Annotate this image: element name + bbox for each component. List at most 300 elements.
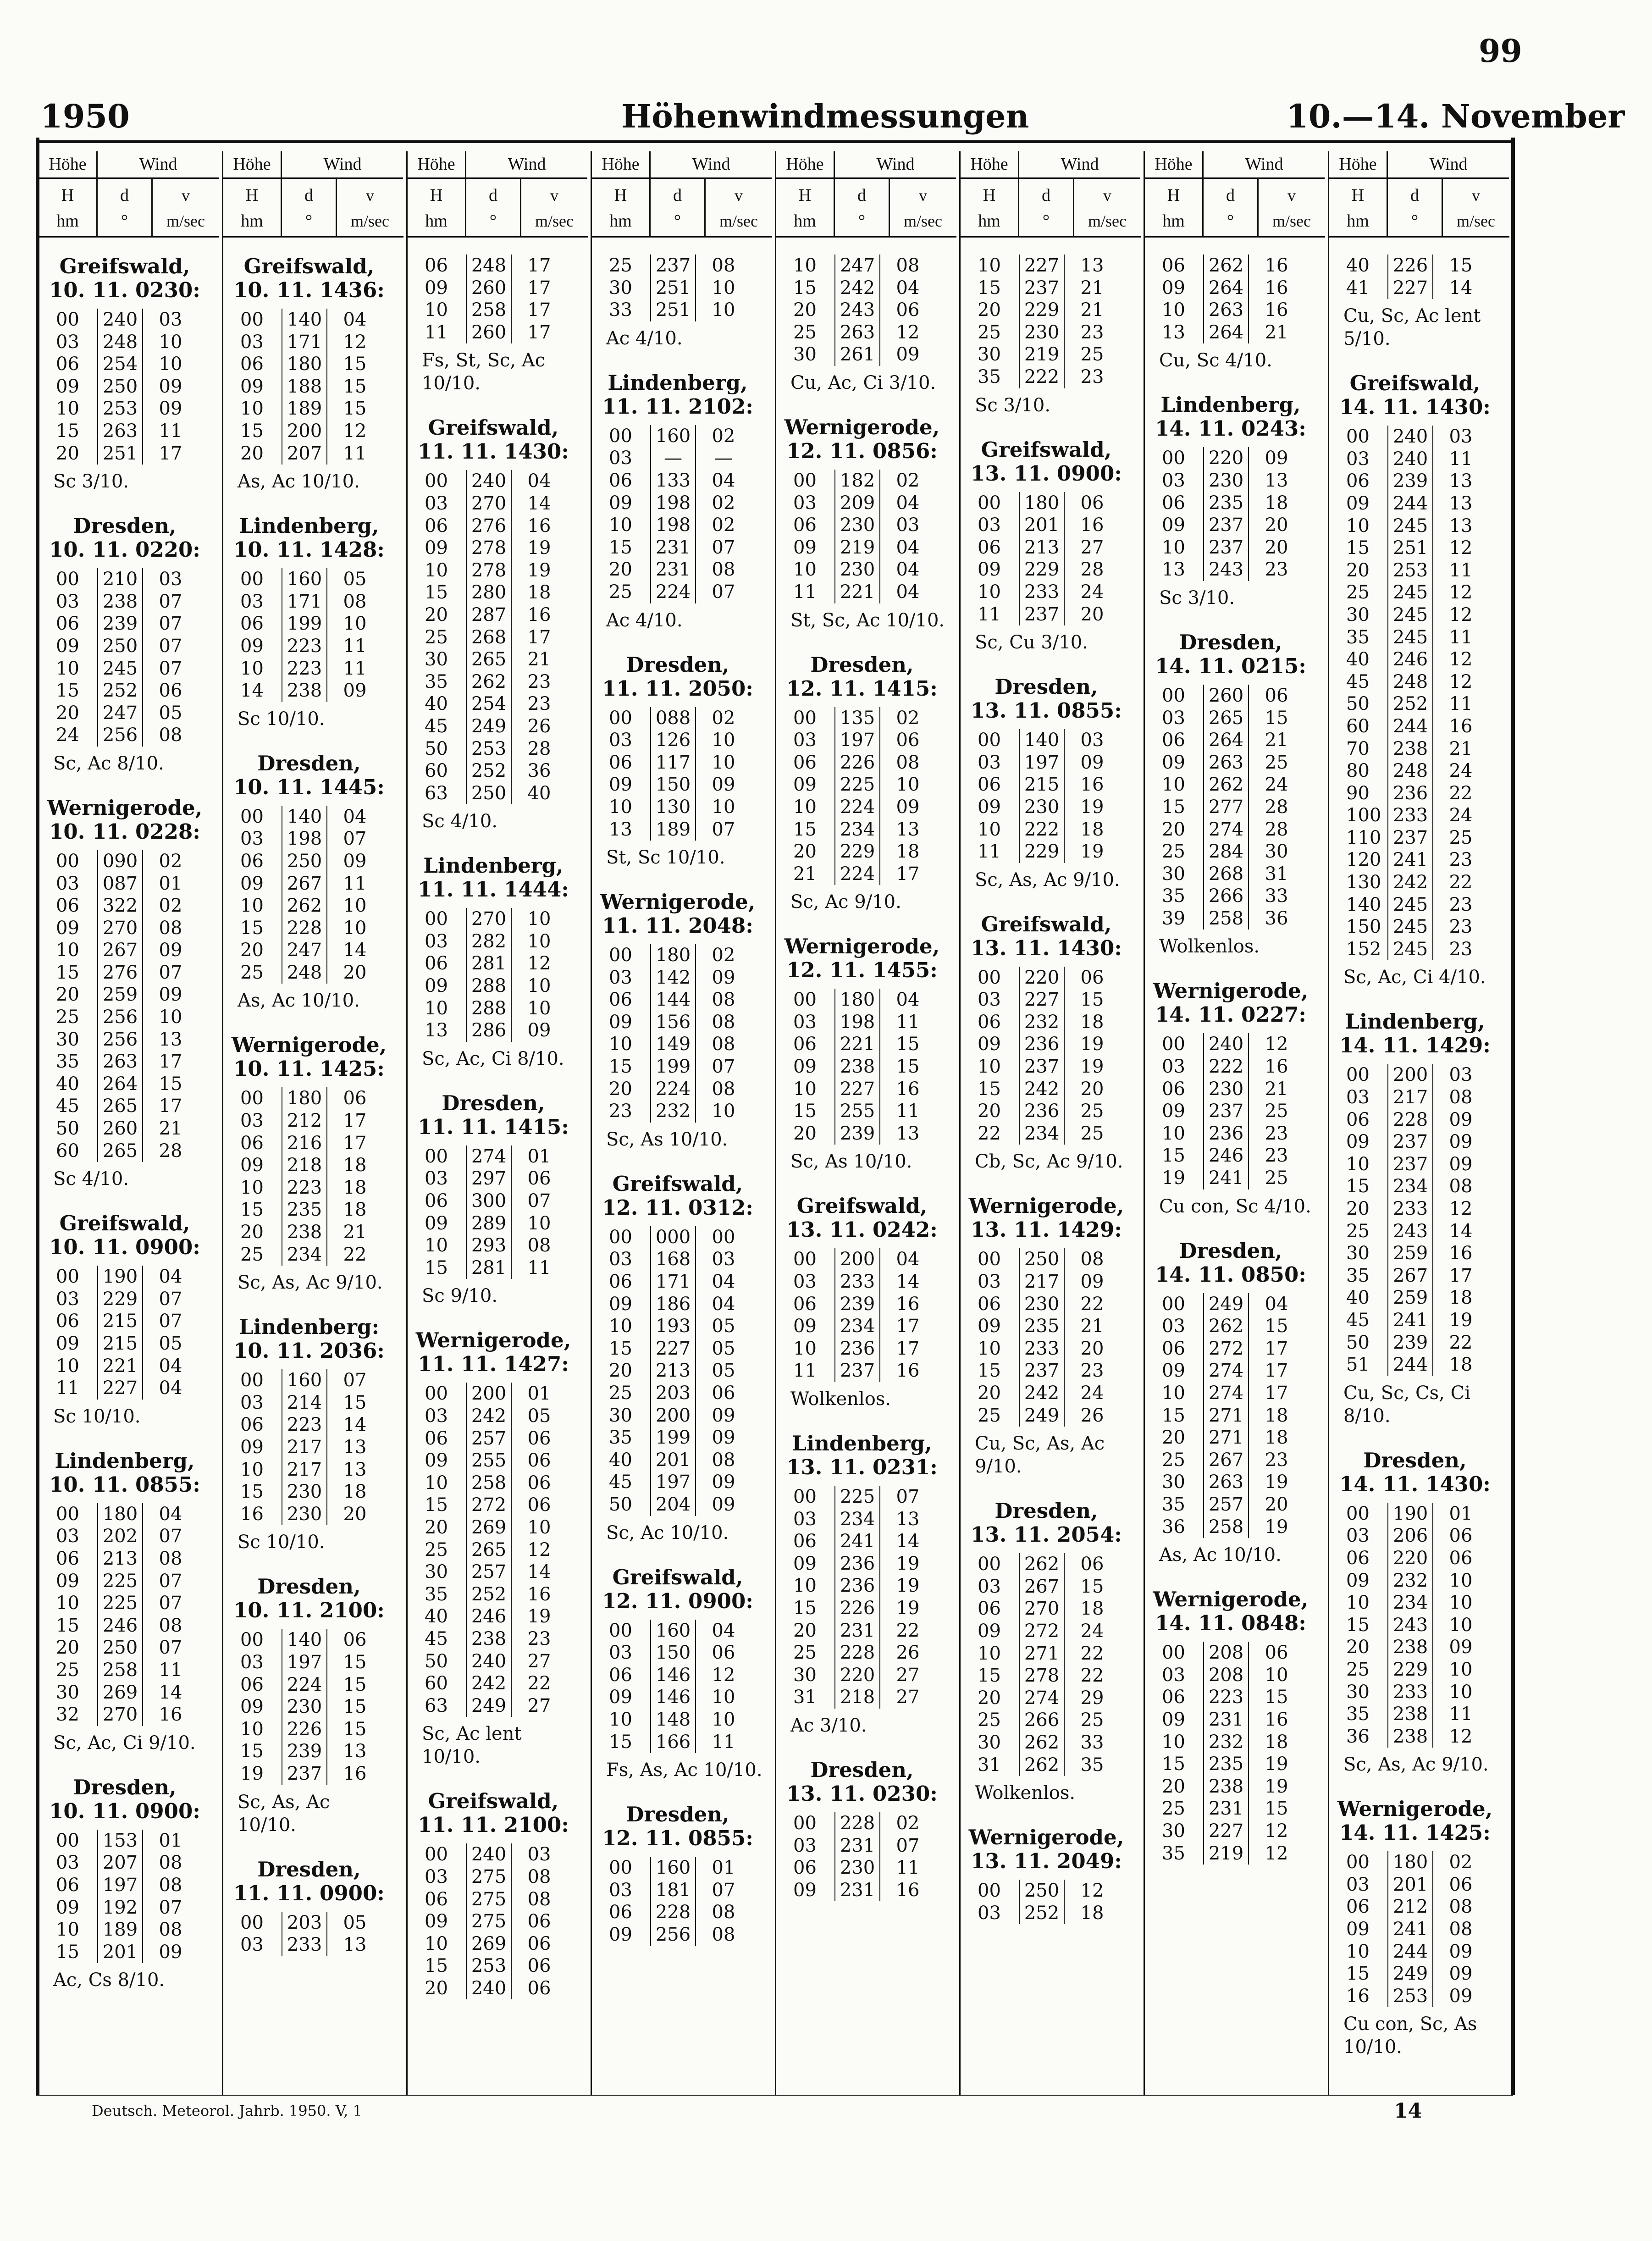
speed-value: 13 (343, 1459, 367, 1480)
station-block (415, 1091, 586, 1308)
wind-table (600, 425, 770, 603)
direction-value: 203 (650, 1382, 696, 1405)
table-row (1153, 1145, 1323, 1167)
table-row (1337, 1153, 1508, 1176)
table-row (415, 1977, 586, 2000)
height-value: 10 (1346, 1592, 1370, 1614)
table-row (231, 1629, 402, 1651)
direction-value: 250 (97, 376, 143, 398)
header-d-unit (98, 179, 153, 238)
table-row (1337, 1131, 1508, 1153)
direction-value: 260 (1203, 685, 1249, 707)
table-row (600, 1338, 770, 1360)
table-row (415, 1955, 586, 1977)
height-value: 15 (978, 1078, 1001, 1100)
height-value: 10 (425, 299, 448, 321)
speed-value: 17 (527, 299, 551, 321)
speed-value: 06 (527, 1450, 551, 1472)
speed-value: 11 (1449, 448, 1473, 470)
table-row (231, 331, 402, 354)
direction-value: 148 (650, 1709, 696, 1731)
table-row (415, 648, 586, 671)
speed-value: 17 (343, 1132, 367, 1154)
station-title: Lindenberg, 13. 11. 0231: (786, 1431, 938, 1479)
direction-value: 278 (1019, 1665, 1065, 1687)
height-value: 70 (1346, 738, 1370, 759)
header-hoehe: Höhe (1145, 151, 1204, 179)
direction-value: 237 (1019, 277, 1065, 299)
speed-value: 11 (1449, 693, 1473, 715)
direction-value: 252 (1019, 1902, 1065, 1925)
direction-value: 171 (650, 1271, 696, 1293)
column-content (600, 255, 770, 1967)
table-row (600, 277, 770, 299)
wind-table (968, 1553, 1139, 1776)
header-hm: hm (241, 211, 263, 231)
direction-value: 260 (97, 1118, 143, 1140)
speed-value: 08 (712, 1078, 735, 1100)
table-row (968, 603, 1139, 626)
wind-table (600, 1620, 770, 1754)
speed-value: 15 (343, 1392, 367, 1413)
height-value: 10 (978, 581, 1001, 603)
speed-value: 09 (159, 376, 182, 397)
station-block (600, 1803, 770, 1946)
table-row (784, 1360, 955, 1382)
table-row (600, 1293, 770, 1316)
speed-value: 03 (712, 1249, 735, 1270)
direction-value: 180 (1387, 1851, 1433, 1874)
table-row (968, 1902, 1139, 1925)
height-value: 10 (793, 255, 817, 276)
direction-value: 213 (650, 1360, 696, 1382)
table-row (415, 715, 586, 738)
wind-table (968, 729, 1139, 863)
direction-value: 236 (834, 1553, 880, 1575)
table-row (415, 626, 586, 649)
height-value: 10 (425, 559, 448, 581)
speed-value: 18 (343, 1177, 367, 1198)
table-row (415, 1605, 586, 1628)
table-row (1337, 871, 1508, 894)
height-value: 30 (793, 344, 817, 365)
height-value: 09 (978, 796, 1001, 818)
column-content (968, 255, 1139, 1945)
header-deg: ° (858, 211, 866, 231)
table-row (47, 1333, 217, 1355)
table-row (47, 1615, 217, 1637)
station-block (784, 1194, 955, 1411)
height-value: 03 (1346, 1874, 1370, 1895)
height-value: 03 (240, 331, 264, 353)
height-value: 00 (978, 730, 1001, 751)
direction-value: 199 (282, 613, 327, 635)
height-value: 03 (978, 1271, 1001, 1293)
table-row (1153, 1731, 1323, 1754)
direction-value: 238 (282, 1221, 327, 1244)
table-row (600, 1642, 770, 1664)
speed-value: 09 (1265, 448, 1288, 469)
wind-table (415, 1383, 586, 1717)
speed-value: 18 (343, 1481, 367, 1503)
height-value: 09 (1346, 492, 1370, 514)
height-value: 10 (1162, 537, 1185, 558)
speed-value: 06 (1449, 1525, 1473, 1547)
station-title: Wernigerode, 12. 11. 1455: (784, 934, 940, 983)
speed-value: 18 (896, 841, 920, 863)
direction-value: 228 (834, 1642, 880, 1664)
direction-value: 252 (97, 680, 143, 702)
table-row (968, 299, 1139, 321)
direction-value: 197 (834, 729, 880, 752)
speed-value: 22 (1449, 1332, 1473, 1353)
speed-value: 14 (159, 1682, 182, 1703)
header-hoehe: Höhe (223, 151, 282, 179)
station-title: Dresden, 14. 11. 0850: (1155, 1238, 1306, 1287)
direction-value: 217 (1387, 1086, 1433, 1109)
table-row (968, 1248, 1139, 1271)
height-value: 06 (978, 1598, 1001, 1620)
speed-value: 08 (712, 989, 735, 1011)
table-row (1153, 537, 1323, 559)
table-row (968, 1056, 1139, 1078)
speed-value: 12 (1265, 1843, 1288, 1864)
direction-value: 208 (1203, 1664, 1249, 1687)
station-title: Lindenberg, 14. 11. 1429: (1339, 1009, 1491, 1058)
height-value: 20 (978, 1101, 1001, 1122)
height-value: 100 (1346, 805, 1381, 826)
table-row (968, 1382, 1139, 1405)
speed-value: 08 (159, 1852, 182, 1874)
height-value: 03 (978, 1902, 1001, 1924)
height-value: 09 (1162, 1709, 1185, 1730)
table-row (968, 1011, 1139, 1034)
wind-table (968, 255, 1139, 388)
direction-value: 267 (282, 873, 327, 895)
direction-value: 245 (1387, 626, 1433, 649)
table-row (968, 1665, 1139, 1687)
direction-value: 234 (1019, 1123, 1065, 1145)
table-row (415, 1494, 586, 1516)
table-row (415, 604, 586, 626)
direction-value: 180 (1019, 492, 1065, 515)
header-v: v (182, 186, 190, 205)
direction-value: 168 (650, 1248, 696, 1271)
wind-table (1337, 1851, 1508, 2007)
station-title: Dresden, 10. 11. 0220: (49, 514, 200, 562)
cloud-note: Wolkenlos. (790, 1389, 891, 1410)
direction-value: 270 (97, 917, 143, 940)
speed-value: 07 (159, 635, 182, 657)
wind-table (968, 492, 1139, 626)
table-row (231, 1177, 402, 1199)
station-title: Wernigerode, 14. 11. 1425: (1337, 1797, 1493, 1845)
station-title: Dresden, 12. 11. 0855: (602, 1802, 753, 1851)
direction-value: 286 (466, 1019, 512, 1042)
cloud-note: Cu con, Sc, As 10/10. (1343, 2014, 1477, 2058)
station-title: Lindenberg, 10. 11. 1428: (233, 514, 385, 562)
direction-value: 288 (466, 975, 512, 997)
height-value: 60 (1346, 715, 1370, 737)
height-value: 15 (793, 277, 817, 299)
speed-value: 12 (1449, 1198, 1473, 1219)
height-value: 06 (56, 354, 79, 375)
height-value: 00 (978, 1554, 1001, 1575)
height-value: 25 (793, 1642, 817, 1664)
height-value: 15 (425, 582, 448, 603)
wind-table (1337, 426, 1508, 960)
table-row (415, 693, 586, 715)
table-row (1337, 1109, 1508, 1131)
table-row (415, 470, 586, 492)
height-value: 16 (1346, 1985, 1370, 2007)
speed-value: 15 (343, 1651, 367, 1673)
header-hoehe: Höhe (592, 151, 651, 179)
direction-value: 267 (1019, 1576, 1065, 1598)
direction-value: 269 (466, 1933, 512, 1955)
header-wind: Wind (1388, 151, 1509, 179)
height-value: 20 (56, 984, 79, 1006)
height-value: 03 (240, 1934, 264, 1956)
height-value: 16 (240, 1503, 264, 1525)
height-value: 06 (56, 895, 79, 917)
table-row (600, 470, 770, 492)
direction-value: 259 (1387, 1287, 1433, 1309)
table-row (415, 1843, 586, 1866)
speed-value: 16 (159, 1704, 182, 1726)
speed-value: 19 (527, 537, 551, 559)
height-value: 06 (609, 989, 632, 1011)
height-value: 15 (978, 1360, 1001, 1382)
speed-value: 06 (343, 1088, 367, 1109)
speed-value: 08 (159, 1874, 182, 1896)
height-value: 03 (1162, 470, 1185, 491)
height-value: 45 (609, 1472, 632, 1493)
table-row (231, 1436, 402, 1459)
wind-table (1153, 1033, 1323, 1189)
header-d: d (857, 186, 866, 205)
speed-value: 08 (159, 725, 182, 746)
height-value: 15 (56, 420, 79, 442)
wind-table (231, 309, 402, 465)
direction-value: 230 (1019, 321, 1065, 344)
height-value: 50 (56, 1118, 79, 1140)
speed-value: 09 (896, 344, 920, 365)
height-value: 09 (1346, 1131, 1370, 1153)
height-value: 00 (240, 1629, 264, 1651)
direction-value: 254 (466, 693, 512, 715)
height-value: 30 (1162, 863, 1185, 885)
height-value: 03 (56, 873, 79, 894)
table-row (968, 492, 1139, 515)
table-row (600, 425, 770, 448)
wind-table (47, 309, 217, 465)
speed-value: 20 (343, 962, 367, 983)
speed-value: 27 (896, 1664, 920, 1686)
cloud-note: Fs, St, Sc, Ac 10/10. (422, 350, 546, 394)
height-value: 10 (56, 398, 79, 420)
speed-value: 08 (343, 591, 367, 612)
header-d-unit (835, 179, 890, 238)
direction-value: 246 (1387, 648, 1433, 671)
height-value: 45 (56, 1096, 79, 1117)
cloud-note: Sc 4/10. (53, 1168, 129, 1190)
table-row (47, 1118, 217, 1140)
direction-value: 237 (1019, 603, 1065, 626)
height-value: 25 (609, 1383, 632, 1404)
speed-value: 09 (1080, 1271, 1104, 1293)
speed-value: 10 (343, 613, 367, 635)
speed-value: 05 (159, 702, 182, 724)
speed-value: 06 (527, 1168, 551, 1190)
table-row (415, 1168, 586, 1190)
speed-value: 20 (1265, 537, 1288, 558)
table-row (968, 1754, 1139, 1776)
height-value: 03 (793, 730, 817, 751)
direction-value: 201 (1387, 1874, 1433, 1896)
height-value: 11 (425, 321, 448, 343)
speed-value: 06 (343, 1629, 367, 1651)
speed-value: 08 (712, 255, 735, 276)
direction-value: 135 (834, 707, 880, 730)
table-row (784, 1486, 955, 1508)
height-value: 20 (240, 443, 264, 464)
speed-value: 03 (159, 309, 182, 330)
table-row (1337, 1265, 1508, 1287)
height-value: 20 (609, 1360, 632, 1382)
direction-value: 234 (282, 1244, 327, 1266)
height-value: 03 (56, 1852, 79, 1874)
speed-value: 19 (1449, 1309, 1473, 1331)
height-value: 06 (609, 1271, 632, 1293)
height-value: 15 (1162, 1405, 1185, 1426)
table-row (600, 1011, 770, 1034)
direction-value: 235 (282, 1199, 327, 1221)
height-value: 00 (240, 1088, 264, 1109)
speed-value: 14 (527, 1561, 551, 1583)
speed-value: 04 (527, 470, 551, 492)
wind-table (415, 908, 586, 1042)
height-value: 60 (425, 1673, 448, 1694)
speed-value: 20 (1265, 1494, 1288, 1515)
speed-value: 08 (527, 1888, 551, 1910)
table-row (231, 376, 402, 398)
speed-value: 21 (527, 649, 551, 670)
table-row (1153, 907, 1323, 930)
height-value: 03 (56, 331, 79, 353)
height-value: 30 (1346, 604, 1370, 625)
table-row (600, 299, 770, 321)
header-d-unit (651, 179, 706, 238)
table-row (600, 944, 770, 967)
height-value: 03 (425, 930, 448, 952)
speed-value: 05 (712, 1360, 735, 1382)
table-row (415, 782, 586, 805)
speed-value: 10 (896, 774, 920, 796)
table-row (1153, 885, 1323, 907)
speed-value: 08 (159, 1919, 182, 1941)
table-row (968, 1880, 1139, 1902)
height-value: 06 (240, 850, 264, 872)
height-value: 03 (240, 1110, 264, 1132)
station-title: Wernigerode, 14. 11. 0848: (1153, 1587, 1309, 1636)
direction-value: 271 (1019, 1643, 1065, 1665)
cloud-note: Wolkenlos. (975, 1782, 1076, 1804)
direction-value: 246 (466, 1605, 512, 1628)
height-value: 00 (425, 908, 448, 930)
cloud-note: Sc, As 10/10. (790, 1151, 912, 1173)
direction-value: 246 (97, 1615, 143, 1637)
height-value: 10 (609, 796, 632, 818)
speed-value: 17 (527, 277, 551, 299)
direction-value: 232 (650, 1100, 696, 1123)
table-row (47, 420, 217, 443)
direction-value: 233 (1019, 1338, 1065, 1360)
direction-value: 257 (1203, 1494, 1249, 1516)
height-value: 00 (240, 806, 264, 827)
speed-value: 06 (527, 1933, 551, 1954)
height-value: 09 (425, 975, 448, 997)
direction-value: 264 (97, 1073, 143, 1096)
direction-value: 237 (282, 1763, 327, 1785)
header-hm: hm (1162, 211, 1185, 231)
height-value: 06 (1346, 470, 1370, 492)
direction-value: 231 (834, 1835, 880, 1857)
speed-value: 10 (712, 730, 735, 751)
table-row (784, 1553, 955, 1575)
table-row (231, 850, 402, 873)
speed-value: 19 (527, 1606, 551, 1627)
direction-value: 239 (834, 1123, 880, 1145)
frame-line (1511, 138, 1515, 2095)
direction-value: 246 (1203, 1145, 1249, 1167)
height-value: 03 (793, 492, 817, 514)
wind-table (47, 1266, 217, 1400)
height-value: 130 (1346, 872, 1381, 893)
header-d: d (489, 186, 497, 205)
station-block (784, 255, 955, 394)
speed-value: 11 (896, 1101, 920, 1122)
direction-value: 262 (1019, 1732, 1065, 1754)
speed-value: 27 (1080, 537, 1104, 558)
header-dates: 10.—14. November (1286, 97, 1625, 135)
direction-value: 245 (97, 658, 143, 680)
height-value: 35 (1346, 626, 1370, 648)
direction-value: 220 (834, 1664, 880, 1687)
table-row (1337, 693, 1508, 715)
table-row (415, 1650, 586, 1673)
wind-table (231, 806, 402, 984)
speed-value: 19 (1265, 1472, 1288, 1493)
speed-value: 11 (712, 1731, 735, 1753)
speed-value: 16 (896, 1078, 920, 1100)
speed-value: 23 (527, 1628, 551, 1649)
height-value: 15 (1346, 1176, 1370, 1197)
height-value: 45 (1346, 671, 1370, 692)
speed-value: 16 (896, 1879, 920, 1901)
height-value: 00 (1162, 1293, 1185, 1315)
height-value: 09 (56, 635, 79, 657)
speed-value: 04 (896, 559, 920, 581)
speed-value: 09 (343, 850, 367, 872)
cloud-note: Sc, As, Ac 10/10. (238, 1791, 330, 1836)
speed-value: 10 (1449, 1681, 1473, 1703)
table-row (231, 680, 402, 702)
height-value: 06 (1162, 255, 1185, 276)
direction-value: 160 (650, 425, 696, 448)
height-value: 10 (425, 1235, 448, 1256)
direction-value: 256 (97, 724, 143, 747)
